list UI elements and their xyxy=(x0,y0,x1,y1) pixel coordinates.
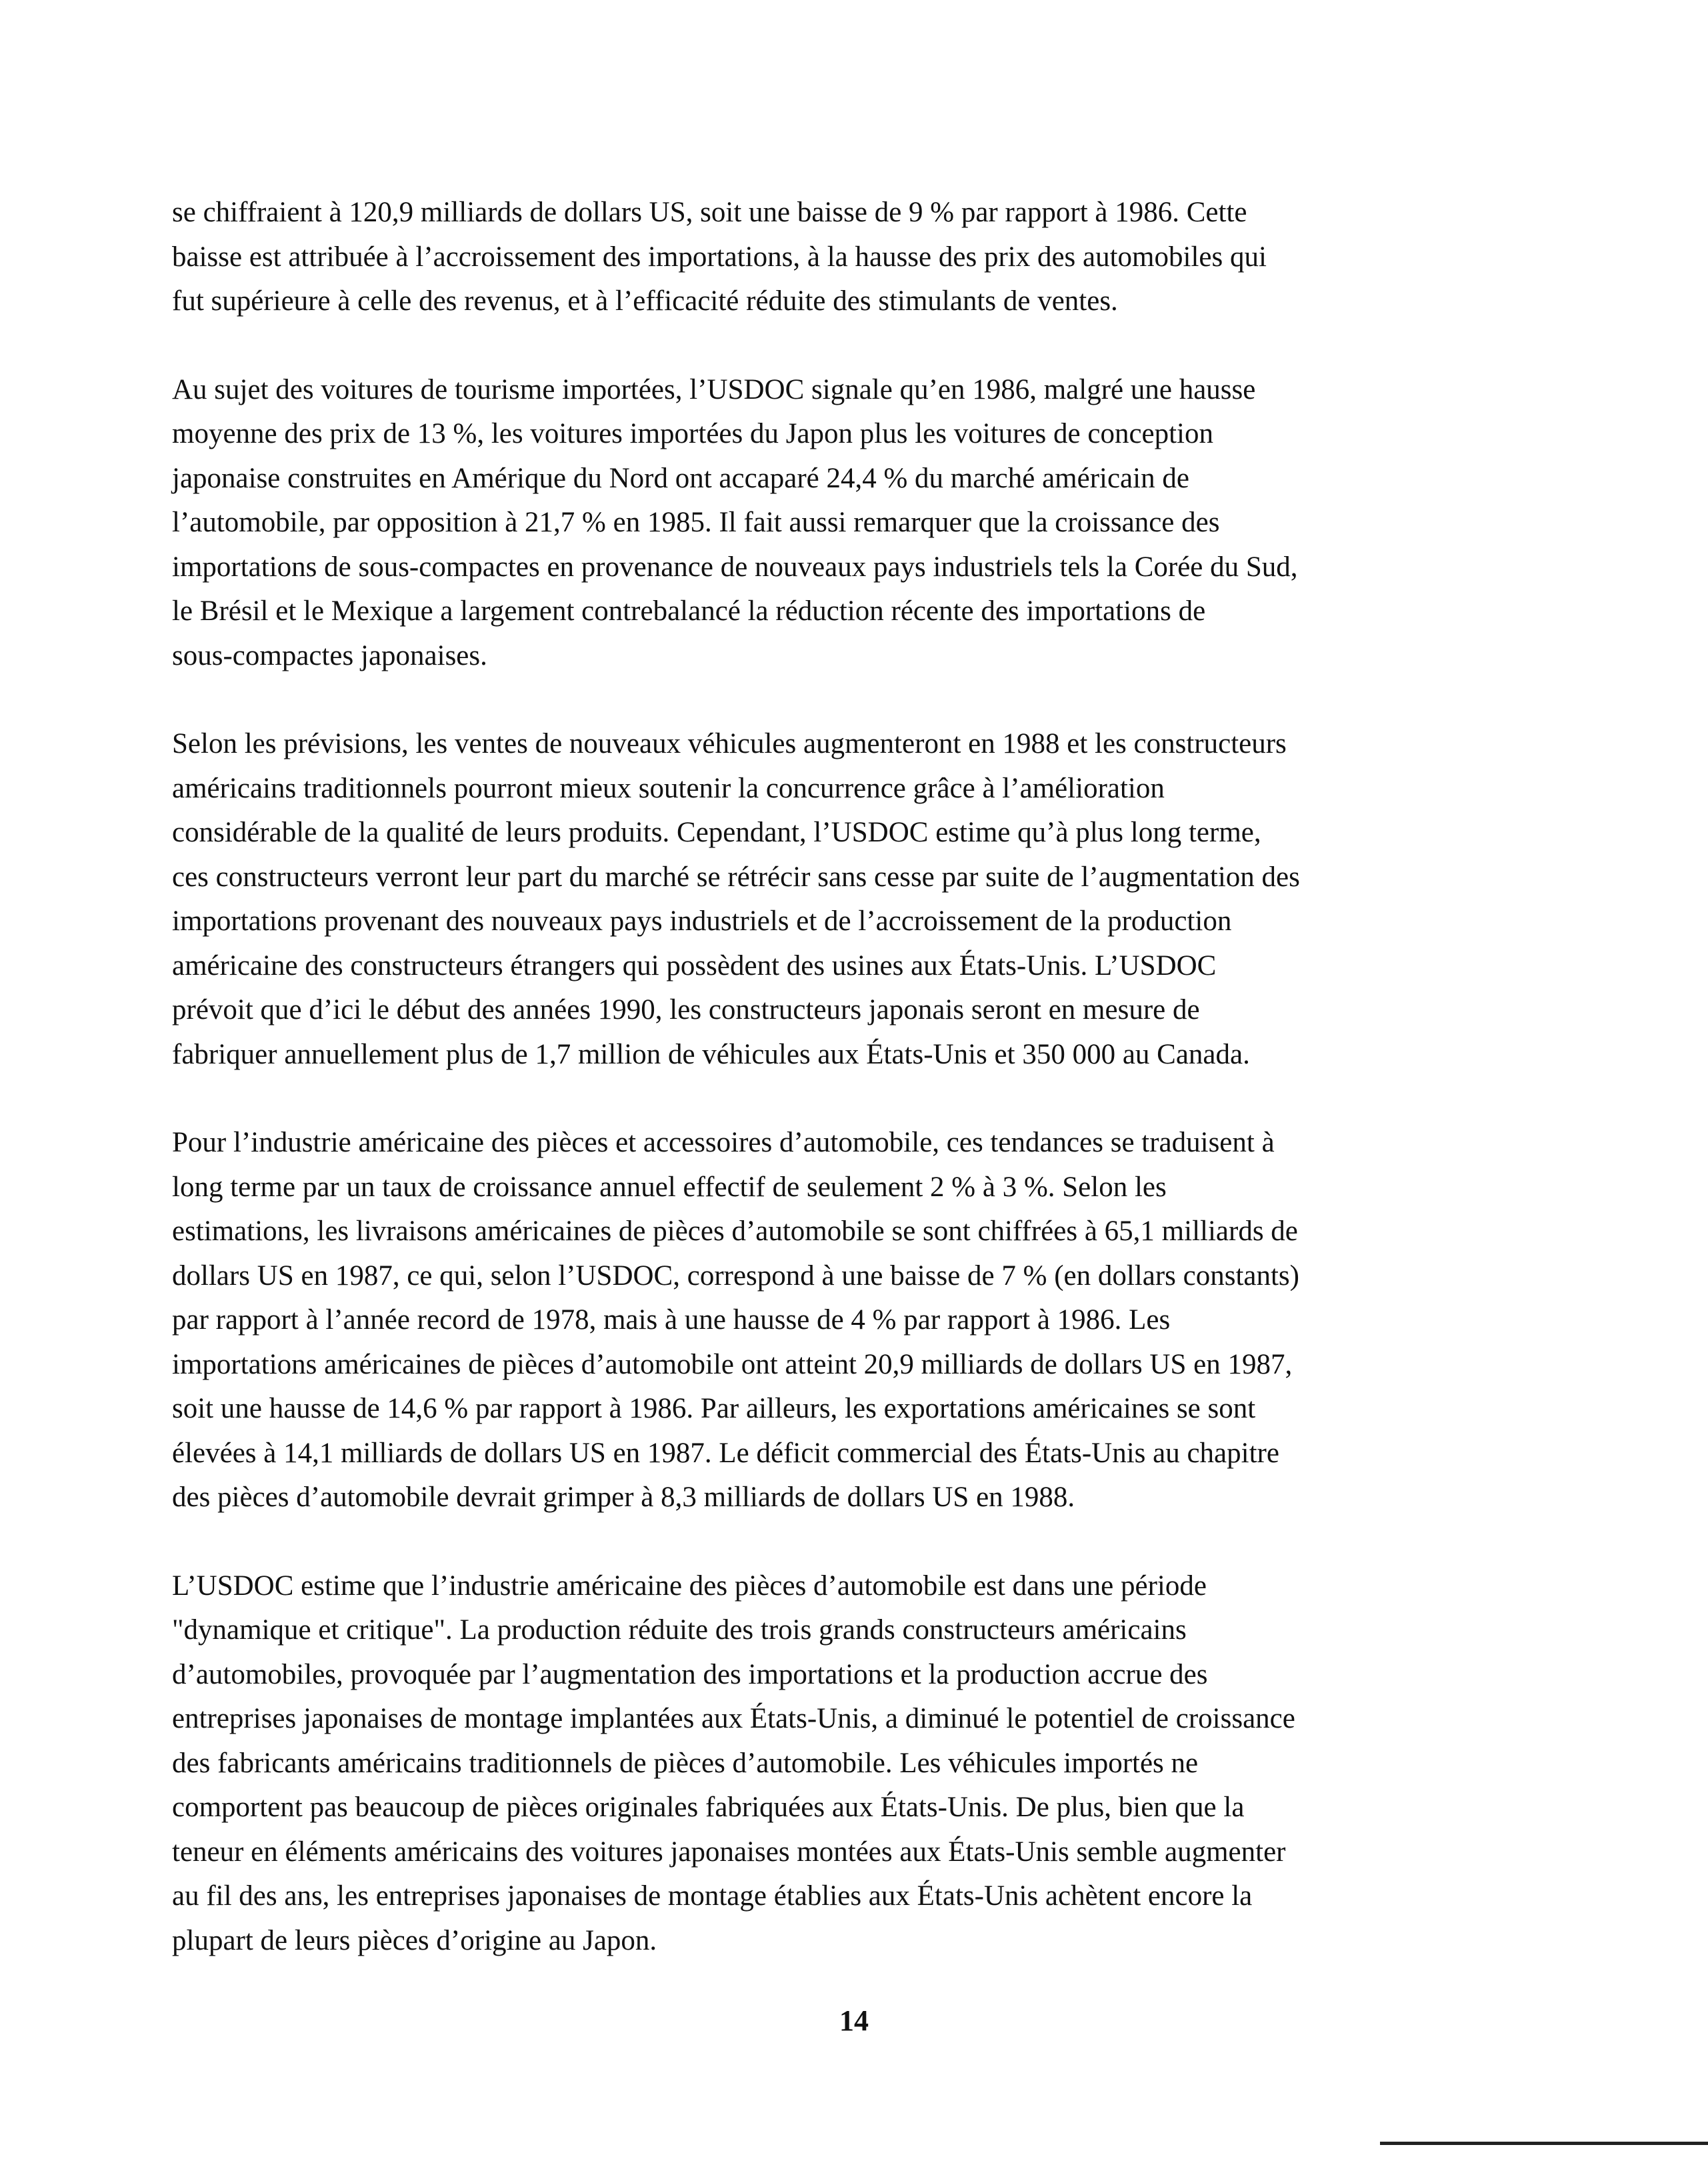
paragraph-5: L’USDOC estime que l’industrie américaine des pièces d’automobile est dans une période "dynamique et critique". La production réduite des trois grands constructeurs américains d’automobiles, provoquée par l’augmentation des importations et la production accrue des entreprises japonaises de montage implantées aux États-Unis, a diminué le potentiel de croissance des fabricants américains traditionnels de pièces d’automobile. Les véhicules importés ne comportent pas beaucoup de pièces originales fabriquées aux États-Unis. De plus, bien que la teneur en éléments américains des voitures japonaises montées aux États-Unis semble augmenter au fil des ans, les entreprises japonaises de montage établies aux États-Unis achètent encore la plupart de leurs pièces d’origine au Japon. xyxy=(172,1570,1295,1956)
page-number: 14 xyxy=(839,2004,869,2037)
paragraph-2: Au sujet des voitures de tourisme importées, l’USDOC signale qu’en 1986, malgré une hausse moyenne des prix de 13 %, les voitures importées du Japon plus les voitures de conception japonaise construites en Amérique du Nord ont accaparé 24,4 % du marché américain de l’automobile, par opposition à 21,7 % en 1985. Il fait aussi remarquer que la croissance des importations de sous-compactes en provenance de nouveaux pays industriels tels la Corée du Sud, le Brésil et le Mexique a largement contrebalancé la réduction récente des importations de sous-compactes japonaises. xyxy=(172,373,1298,671)
paragraph-1: se chiffraient à 120,9 milliards de dollars US, soit une baisse de 9 % par rapport à 1986. Cette baisse est attribuée à l’accroissement des importations, à la hausse des prix des automobiles qui fut supérieure à celle des revenus, et à l’efficacité réduite des stimulants de ventes. xyxy=(172,197,1267,317)
paragraph-3: Selon les prévisions, les ventes de nouveaux véhicules augmenteront en 1988 et les constructeurs américains traditionnels pourront mieux soutenir la concurrence grâce à l’amélioration considérable de la qualité de leurs produits. Cependant, l’USDOC estime qu’à plus long terme, ces constructeurs verront leur part du marché se rétrécir sans cesse par suite de l’augmentation des importations provenant des nouveaux pays industriels et de l’accroissement de la production américaine des constructeurs étrangers qui possèdent des usines aux États-Unis. L’USDOC prévoit que d’ici le début des années 1990, les constructeurs japonais seront en mesure de fabriquer annuellement plus de 1,7 million de véhicules aux États-Unis et 350 000 au Canada. xyxy=(172,728,1300,1070)
body-text xyxy=(172,191,1505,2007)
paragraph-4: Pour l’industrie américaine des pièces et accessoires d’automobile, ces tendances se traduisent à long terme par un taux de croissance annuel effectif de seulement 2 % à 3 %. Selon les estimations, les livraisons américaines de pièces d’automobile se sont chiffrées à 65,1 milliards de dollars US en 1987, ce qui, selon l’USDOC, correspond à une baisse de 7 % (en dollars constants) par rapport à l’année record de 1978, mais à une hausse de 4 % par rapport à 1986. Les importations américaines de pièces d’automobile ont atteint 20,9 milliards de dollars US en 1987, soit une hausse de 14,6 % par rapport à 1986. Par ailleurs, les exportations américaines se sont élevées à 14,1 milliards de dollars US en 1987. Le déficit commercial des États-Unis au chapitre des pièces d’automobile devrait grimper à 8,3 milliards de dollars US en 1988. xyxy=(172,1127,1299,1513)
scan-edge-line xyxy=(1380,2142,1708,2145)
